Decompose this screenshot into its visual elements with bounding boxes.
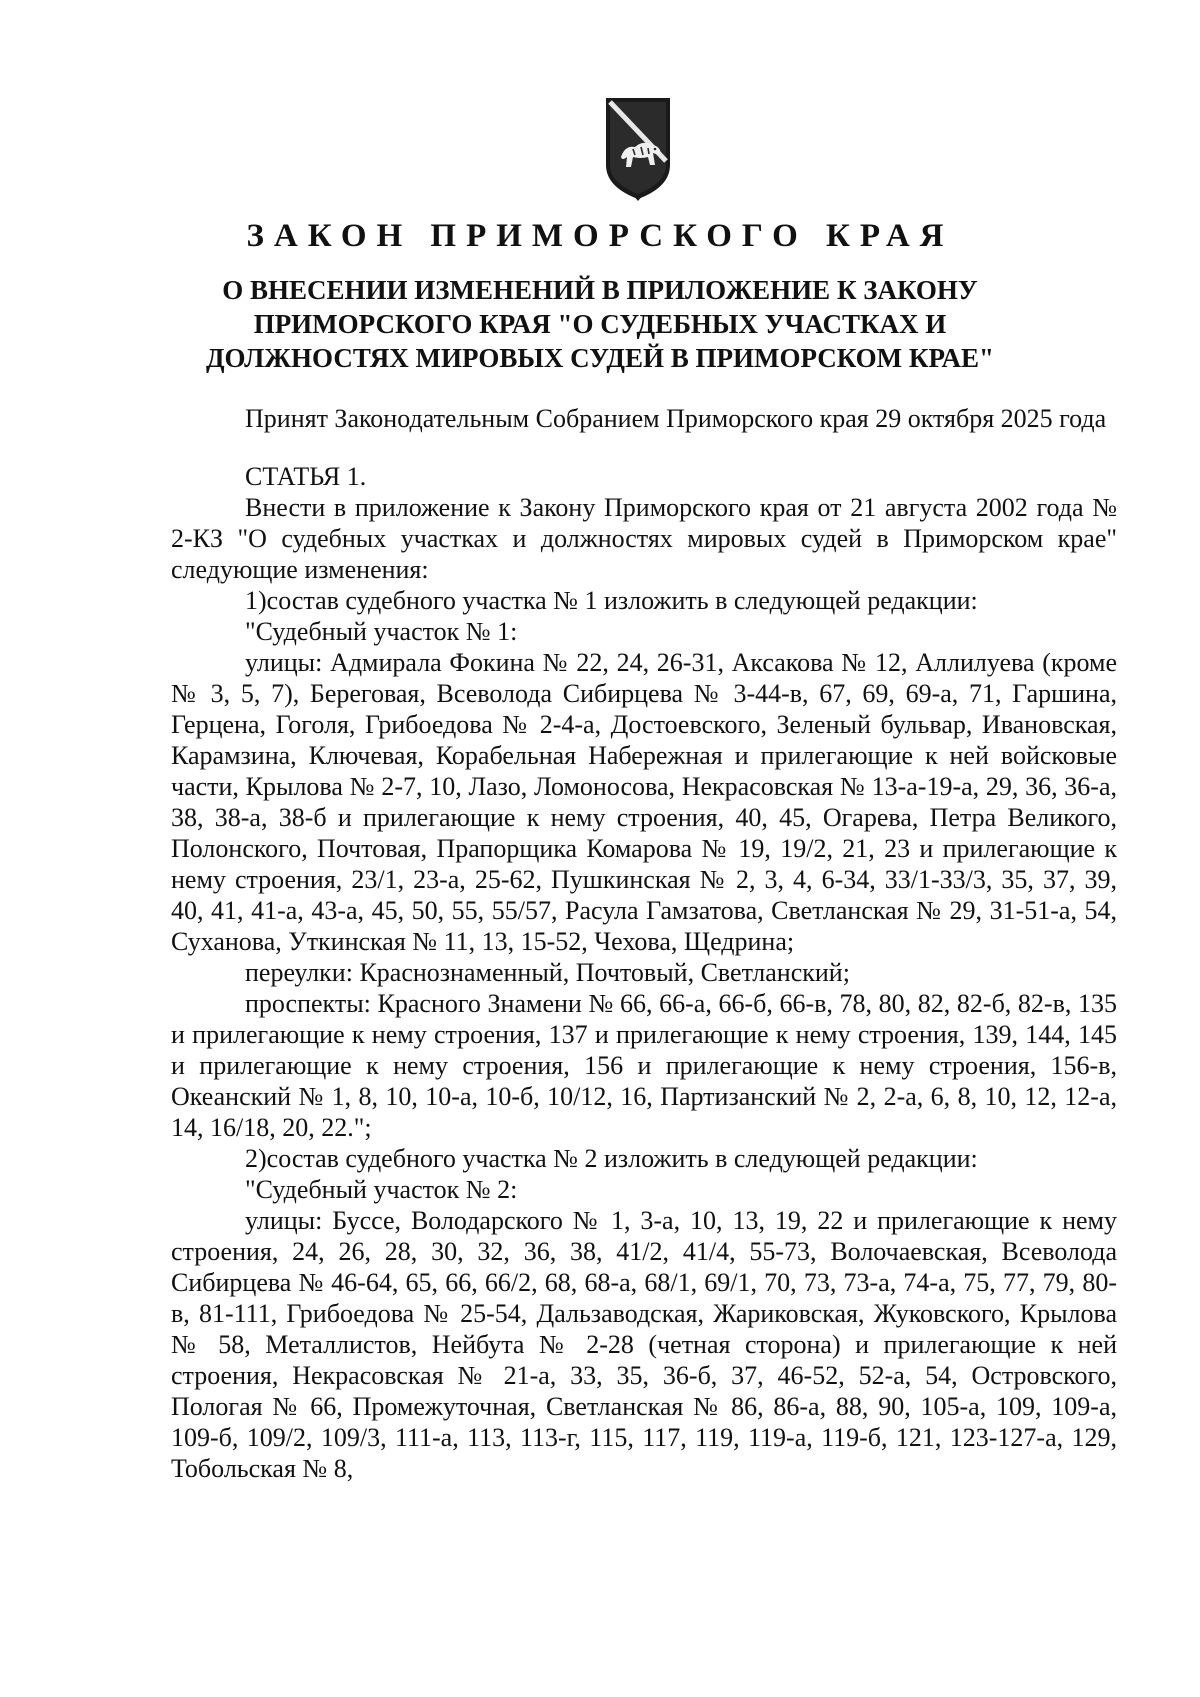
document-body — [171, 403, 1117, 1484]
paragraph: 2)состав судебного участка № 2 изложить в следующей редакции: — [245, 1144, 978, 1173]
paragraph: проспекты: Красного Знамени № 66, 66-а, 66-б, 66-в, 78, 80, 82, 82-б, 82-в, 135 и прилегающие к нему строения, 137 и прилегающие к нему строения, 139, 144, 145 и прилегающие к нему строения, 156 и прилегающие к нему строения, 156-в, Океанский № 1, 8, 10, 10-а, 10-б, 10/12, 16, Партизанский № 2, 2-а, 6, 8, 10, 12, 12-а, 14, 16/18, 20, 22."; — [171, 989, 1117, 1142]
paragraph: "Судебный участок № 1: — [245, 617, 518, 646]
tiger-shield-icon — [603, 95, 673, 203]
paragraph: улицы: Адмирала Фокина № 22, 24, 26-31, Аксакова № 12, Аллилуева (кроме № 3, 5, 7), Береговая, Всеволода Сибирцева № 3-44-в, 67, 69, 69-а, 71, Гаршина, Герцена, Гоголя, Грибоедова № 2-4-а, Достоевского, Зеленый бульвар, Ивановская, Карамзина, Ключевая, Корабельная Набережная и прилегающие к ней войсковые части, Крылова № 2-7, 10, Лазо, Ломоносова, Некрасовская № 13-а-19-а, 29, 36, 36-а, 38, 38-а, 38-б и прилегающие к нему строения, 40, 45, Огарева, Петра Великого, Полонского, Почтовая, Прапорщика Комарова № 19, 19/2, 21, 23 и прилегающие к нему строения, 23/1, 23-а, 25-62, Пушкинская № 2, 3, 4, 6-34, 33/1-33/3, 35, 37, 39, 40, 41, 41-а, 43-а, 45, 50, 55, 55/57, Расула Гамзатова, Светланская № 29, 31-51-а, 54, Суханова, Уткинская № 11, 13, 15-52, Чехова, Щедрина; — [171, 648, 1117, 956]
document-type-heading: ЗАКОН ПРИМОРСКОГО КРАЯ — [246, 218, 954, 254]
article-heading: СТАТЬЯ 1. — [245, 462, 367, 491]
coat-of-arms-emblem — [603, 95, 673, 203]
document-title: О ВНЕСЕНИИ ИЗМЕНЕНИЙ В ПРИЛОЖЕНИЕ К ЗАКОНУ ПРИМОРСКОГО КРАЯ "О СУДЕБНЫХ УЧАСТКАХ И ДОЛЖНОСТЯХ МИРОВЫХ СУДЕЙ В ПРИМОРСКОМ КРАЕ" — [205, 275, 995, 373]
adoption-note: Принят Законодательным Собранием Приморского края 29 октября 2025 года — [245, 404, 1107, 433]
paragraph: "Судебный участок № 2: — [245, 1175, 518, 1204]
paragraph: улицы: Буссе, Володарского № 1, 3-а, 10, 13, 19, 22 и прилегающие к нему строения, 24, 26, 28, 30, 32, 36, 38, 41/2, 41/4, 55-73, Волочаевская, Всеволода Сибирцева № 46-64, 65, 66, 66/2, 68, 68-а, 68/1, 69/1, 70, 73, 73-а, 74-а, 75, 77, 79, 80-в, 81-111, Грибоедова № 25-54, Дальзаводская, Жариковская, Жуковского, Крылова № 58, Металлистов, Нейбута № 2-28 (четная сторона) и прилегающие к ней строения, Некрасовская № 21-а, 33, 35, 36-б, 37, 46-52, 52-а, 54, Островского, Пологая № 66, Промежуточная, Светланская № 86, 86-а, 88, 90, 105-а, 109, 109-а, 109-б, 109/2, 109/3, 111-а, 113, 113-г, 115, 117, 119, 119-а, 119-б, 121, 123-127-а, 129, Тобольская № 8, — [171, 1206, 1117, 1483]
paragraph: переулки: Краснознаменный, Почтовый, Светланский; — [245, 958, 850, 987]
paragraph: Внести в приложение к Закону Приморского края от 21 августа 2002 года № 2-КЗ "О судебных участках и должностях мировых судей в Приморском крае" следующие изменения: — [171, 493, 1117, 584]
paragraph: 1)состав судебного участка № 1 изложить в следующей редакции: — [245, 586, 978, 615]
